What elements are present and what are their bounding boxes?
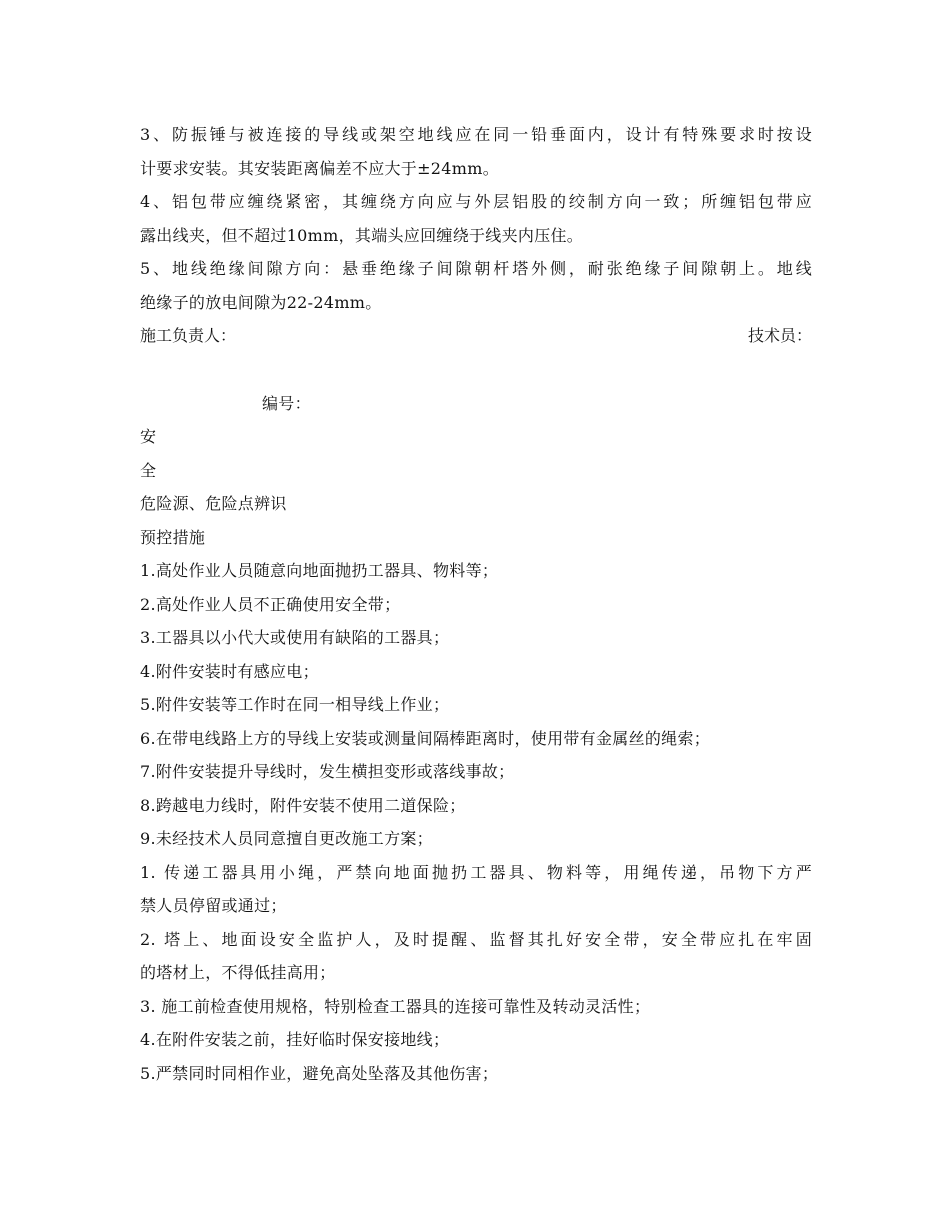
construction-leader-label: 施工负责人： [140,326,237,345]
hazard-list-item: 7.附件安装提升导线时，发生横担变形或落线事故； [140,762,515,781]
control-measure-line: 2. 塔上、地面设安全监护人，及时提醒、监督其扎好安全带，安全带应扎在牢固 [140,929,812,949]
technician-label: 技术员： [747,326,812,345]
safety-heading-character: 全 [140,460,157,480]
document-content [140,118,812,1090]
control-measure-line: 的塔材上，不得低挂高用； [140,963,336,982]
installation-requirement-line: 绝缘子的放电间隙为22-24mm。 [140,292,382,312]
hazard-list-item: 5.附件安装等工作时在同一相导线上作业； [140,695,450,714]
control-measure-line: 4.在附件安装之前，挂好临时保安接地线； [140,1030,450,1049]
hazard-list-item: 9.未经技术人员同意擅自更改施工方案； [140,829,433,848]
hazard-list-item: 2.高处作业人员不正确使用安全带； [140,594,401,614]
hazard-list-item: 6.在带电线路上方的导线上安装或测量间隔棒距离时，使用带有金属丝的绳索； [140,728,711,748]
hazard-list-item: 1.高处作业人员随意向地面抛扔工器具、物料等； [140,561,499,580]
hazard-list-item: 3.工器具以小代大或使用有缺陷的工器具； [140,628,450,647]
hazard-list-item: 4.附件安装时有感应电； [140,661,319,681]
document-number-label: 编号： [262,393,311,413]
installation-requirement-line: 4、铝包带应缠绕紧密，其缠绕方向应与外层铝股的绞制方向一致；所缠铝包带应 [140,192,812,211]
hazard-list-item: 8.跨越电力线时，附件安装不使用二道保险； [140,795,466,815]
installation-requirement-line: 3、防振锤与被连接的导线或架空地线应在同一铅垂面内，设计有特殊要求时按设 [140,125,812,144]
control-measure-line: 1. 传递工器具用小绳，严禁向地面抛扔工器具、物料等，用绳传递，吊物下方严 [140,862,812,882]
section-spacer [140,353,812,387]
hazard-identification-title: 危险源、危险点辨识 [140,494,287,513]
signature-row [140,319,812,353]
installation-requirement-line: 5、地线绝缘间隙方向：悬垂绝缘子间隙朝杆塔外侧，耐张绝缘子间隙朝上。地线 [140,259,812,278]
safety-heading-character: 安 [140,427,157,446]
control-measure-line: 5.严禁同时同相作业，避免高处坠落及其他伤害； [140,1063,499,1083]
installation-requirement-line: 露出线夹，但不超过10mm，其端头应回缠绕于线夹内压住。 [140,225,584,245]
control-measure-line: 3. 施工前检查使用规格，特别检查工器具的连接可靠性及转动灵活性； [140,996,651,1016]
control-measures-title: 预控措施 [140,527,206,547]
installation-requirement-line: 计要求安装。其安装距离偏差不应大于±24mm。 [140,158,500,178]
control-measure-line: 禁人员停留或通过； [140,896,287,915]
